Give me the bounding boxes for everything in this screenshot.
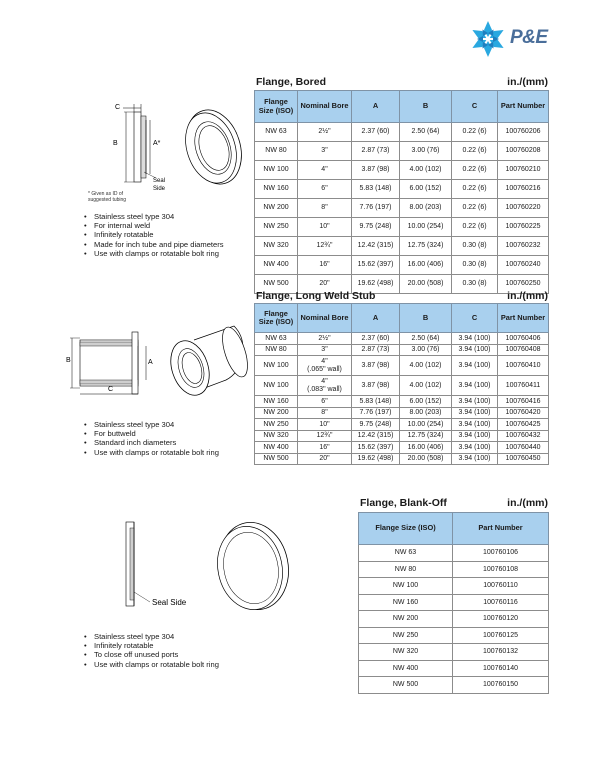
table-cell: NW 100	[255, 161, 298, 180]
table-cell: 16"	[298, 442, 352, 454]
table-cell: 8"	[298, 199, 352, 218]
table-cell: 4" (.083" wall)	[298, 376, 352, 396]
blank-section-drawing	[110, 518, 220, 612]
table-cell: 6.00 (152)	[400, 180, 452, 199]
table-row	[359, 677, 549, 694]
table-row	[359, 660, 549, 677]
table-cell: 100760125	[453, 627, 549, 644]
table-cell: NW 160	[255, 180, 298, 199]
table-cell: 100760432	[498, 430, 549, 442]
table-cell: NW 160	[255, 396, 298, 408]
table-cell: 3.94 (100)	[452, 453, 498, 465]
table-cell: NW 100	[255, 356, 298, 376]
table-cell: NW 250	[255, 419, 298, 431]
table-cell: 100760120	[453, 611, 549, 628]
table-cell: 20"	[298, 453, 352, 465]
table-cell: 100760450	[498, 453, 549, 465]
bored-footnote: * Given as ID of suggested tubing	[88, 191, 127, 203]
table-row	[255, 419, 549, 431]
column-header: Flange Size (ISO)	[359, 513, 453, 545]
table-cell: 2.87 (73)	[352, 142, 400, 161]
table-cell: NW 160	[359, 594, 453, 611]
table-cell: 100760216	[498, 180, 549, 199]
blank-header	[360, 497, 548, 509]
bored-title: Flange, Bored	[256, 76, 327, 88]
table-cell: 0.22 (6)	[452, 180, 498, 199]
blank-flange-illustration	[208, 516, 298, 616]
table-cell: 100760116	[453, 594, 549, 611]
stub-spec-table	[254, 303, 549, 465]
stub-title: Flange, Long Weld Stub	[256, 290, 376, 302]
column-header: Flange Size (ISO)	[255, 304, 298, 333]
table-cell: NW 200	[359, 611, 453, 628]
table-cell: 3.00 (76)	[400, 142, 452, 161]
stub-feature-list	[84, 420, 219, 457]
table-cell: 3"	[298, 142, 352, 161]
table-cell: 100760206	[498, 123, 549, 142]
stub-unit: in./(mm)	[507, 290, 548, 302]
table-row	[255, 218, 549, 237]
list-item: • Infinitely rotatable	[84, 641, 219, 650]
table-cell: 2.87 (73)	[352, 344, 400, 356]
table-cell: 0.30 (8)	[452, 275, 498, 294]
table-header-row	[359, 513, 549, 545]
table-cell: 0.22 (6)	[452, 218, 498, 237]
table-cell: 12¾"	[298, 430, 352, 442]
table-cell: 100760406	[498, 333, 549, 345]
table-cell: NW 320	[255, 430, 298, 442]
table-cell: 3.94 (100)	[452, 344, 498, 356]
blank-title: Flange, Blank-Off	[360, 497, 447, 509]
column-header: A	[352, 304, 400, 333]
table-cell: 0.22 (6)	[452, 199, 498, 218]
table-row	[255, 123, 549, 142]
table-cell: NW 200	[255, 407, 298, 419]
stub-dim-a-label: A	[148, 359, 153, 366]
table-cell: 2.37 (60)	[352, 333, 400, 345]
table-header-row	[255, 91, 549, 123]
table-row	[359, 545, 549, 562]
table-cell: 3.00 (76)	[400, 344, 452, 356]
table-cell: NW 80	[255, 344, 298, 356]
table-cell: NW 63	[255, 123, 298, 142]
blank-spec-table	[358, 512, 549, 694]
table-cell: 0.22 (6)	[452, 161, 498, 180]
table-cell: 12.75 (324)	[400, 430, 452, 442]
table-cell: 7.76 (197)	[352, 199, 400, 218]
stub-header	[256, 290, 548, 302]
bored-flange-illustration	[176, 102, 248, 194]
column-header: Nominal Bore	[298, 91, 352, 123]
table-cell: 3.94 (100)	[452, 407, 498, 419]
list-item: • Use with clamps or rotatable bolt ring	[84, 249, 224, 258]
table-cell: 0.22 (6)	[452, 142, 498, 161]
blank-feature-list	[84, 632, 219, 669]
table-cell: 2.37 (60)	[352, 123, 400, 142]
bored-section-drawing	[110, 98, 182, 198]
stub-flange-illustration	[160, 318, 250, 404]
list-item: • For buttweld	[84, 429, 219, 438]
table-cell: NW 250	[359, 627, 453, 644]
table-cell: 2½"	[298, 123, 352, 142]
blank-seal-label: Seal Side	[152, 598, 187, 607]
table-cell: 100760440	[498, 442, 549, 454]
table-row	[255, 442, 549, 454]
table-cell: 5.83 (148)	[352, 180, 400, 199]
table-row	[255, 180, 549, 199]
table-row	[255, 333, 549, 345]
table-row	[255, 396, 549, 408]
column-header: C	[452, 304, 498, 333]
table-cell: 0.30 (8)	[452, 256, 498, 275]
table-cell: 16.00 (406)	[400, 442, 452, 454]
table-cell: 20.00 (508)	[400, 275, 452, 294]
table-cell: 0.30 (8)	[452, 237, 498, 256]
table-cell: NW 400	[359, 660, 453, 677]
table-cell: 100760408	[498, 344, 549, 356]
bored-dim-a-label: A*	[153, 140, 161, 147]
table-cell: NW 100	[359, 578, 453, 595]
table-cell: 3.94 (100)	[452, 442, 498, 454]
table-cell: NW 80	[359, 561, 453, 578]
table-cell: 6.00 (152)	[400, 396, 452, 408]
table-cell: 6"	[298, 180, 352, 199]
table-cell: 2½"	[298, 333, 352, 345]
table-cell: 12.75 (324)	[400, 237, 452, 256]
table-cell: 12¾"	[298, 237, 352, 256]
table-cell: NW 320	[359, 644, 453, 661]
table-cell: 100760411	[498, 376, 549, 396]
bored-feature-list	[84, 212, 224, 258]
column-header: B	[400, 91, 452, 123]
column-header: Flange Size (ISO)	[255, 91, 298, 123]
table-cell: NW 320	[255, 237, 298, 256]
list-item: • Stainless steel type 304	[84, 632, 219, 641]
table-row	[255, 430, 549, 442]
table-cell: 9.75 (248)	[352, 419, 400, 431]
column-header: B	[400, 304, 452, 333]
table-cell: 100760106	[453, 545, 549, 562]
table-row	[359, 644, 549, 661]
bored-dim-c-label: C	[115, 104, 121, 111]
table-cell: 9.75 (248)	[352, 218, 400, 237]
list-item: • To close off unused ports	[84, 650, 219, 659]
list-item: • Stainless steel type 304	[84, 212, 224, 221]
table-cell: NW 63	[359, 545, 453, 562]
table-cell: 19.62 (498)	[352, 275, 400, 294]
table-cell: 3.94 (100)	[452, 333, 498, 345]
table-cell: 3.94 (100)	[452, 356, 498, 376]
table-cell: 100760420	[498, 407, 549, 419]
table-cell: 100760110	[453, 578, 549, 595]
table-cell: 100760132	[453, 644, 549, 661]
table-cell: 4.00 (102)	[400, 161, 452, 180]
table-cell: 4" (.065" wall)	[298, 356, 352, 376]
table-cell: 19.62 (498)	[352, 453, 400, 465]
table-cell: NW 500	[359, 677, 453, 694]
table-cell: 100760150	[453, 677, 549, 694]
table-cell: 100760140	[453, 660, 549, 677]
list-item: • Use with clamps or rotatable bolt ring	[84, 448, 219, 457]
table-cell: 100760240	[498, 256, 549, 275]
table-cell: NW 200	[255, 199, 298, 218]
table-cell: 10.00 (254)	[400, 218, 452, 237]
table-row	[255, 256, 549, 275]
table-cell: 15.62 (397)	[352, 256, 400, 275]
table-cell: 3"	[298, 344, 352, 356]
bored-unit: in./(mm)	[507, 76, 548, 88]
table-row	[255, 237, 549, 256]
table-cell: 2.50 (64)	[400, 123, 452, 142]
table-cell: 100760416	[498, 396, 549, 408]
table-cell: 7.76 (197)	[352, 407, 400, 419]
table-cell: 4"	[298, 161, 352, 180]
column-header: Nominal Bore	[298, 304, 352, 333]
table-cell: 10.00 (254)	[400, 419, 452, 431]
table-cell: NW 80	[255, 142, 298, 161]
column-header: C	[452, 91, 498, 123]
table-cell: 5.83 (148)	[352, 396, 400, 408]
bored-spec-table	[254, 90, 549, 294]
table-cell: 3.87 (98)	[352, 356, 400, 376]
table-row	[359, 561, 549, 578]
table-row	[255, 344, 549, 356]
table-row	[255, 199, 549, 218]
table-cell: 6"	[298, 396, 352, 408]
table-row	[255, 407, 549, 419]
table-cell: 3.87 (98)	[352, 376, 400, 396]
column-header: Part Number	[453, 513, 549, 545]
table-cell: 16"	[298, 256, 352, 275]
table-cell: 3.94 (100)	[452, 396, 498, 408]
list-item: • Standard inch diameters	[84, 438, 219, 447]
table-cell: 100760425	[498, 419, 549, 431]
table-cell: 10"	[298, 419, 352, 431]
table-cell: NW 400	[255, 256, 298, 275]
table-row	[255, 453, 549, 465]
bored-seal-label: Seal	[153, 178, 166, 184]
table-row	[255, 376, 549, 396]
table-cell: 3.87 (98)	[352, 161, 400, 180]
table-cell: 12.42 (315)	[352, 430, 400, 442]
table-cell: 12.42 (315)	[352, 237, 400, 256]
table-cell: NW 63	[255, 333, 298, 345]
table-cell: 3.94 (100)	[452, 419, 498, 431]
table-cell: 10"	[298, 218, 352, 237]
table-cell: 2.50 (64)	[400, 333, 452, 345]
table-cell: 100760220	[498, 199, 549, 218]
table-row	[255, 356, 549, 376]
bored-side-label: Side	[153, 186, 166, 192]
table-cell: 100760208	[498, 142, 549, 161]
column-header: Part Number	[498, 91, 549, 123]
stub-dim-b-label: B	[66, 357, 71, 364]
table-cell: NW 100	[255, 376, 298, 396]
table-row	[359, 611, 549, 628]
list-item: • Made for inch tube and pipe diameters	[84, 240, 224, 249]
list-item: • Use with clamps or rotatable bolt ring	[84, 660, 219, 669]
table-cell: NW 500	[255, 453, 298, 465]
table-cell: NW 400	[255, 442, 298, 454]
table-row	[359, 578, 549, 595]
brand-name: P&E	[510, 27, 548, 48]
table-cell: 15.62 (397)	[352, 442, 400, 454]
table-cell: 8.00 (203)	[400, 407, 452, 419]
table-row	[359, 627, 549, 644]
table-cell: 100760250	[498, 275, 549, 294]
column-header: Part Number	[498, 304, 549, 333]
table-cell: 0.22 (6)	[452, 123, 498, 142]
list-item: • For internal weld	[84, 221, 224, 230]
blank-unit: in./(mm)	[507, 497, 548, 509]
table-cell: NW 250	[255, 218, 298, 237]
table-cell: 16.00 (406)	[400, 256, 452, 275]
table-cell: 100760225	[498, 218, 549, 237]
table-cell: NW 500	[255, 275, 298, 294]
stub-section-drawing	[64, 328, 160, 400]
table-row	[359, 594, 549, 611]
list-item: • Stainless steel type 304	[84, 420, 219, 429]
list-item: • Infinitely rotatable	[84, 230, 224, 239]
table-cell: 3.94 (100)	[452, 430, 498, 442]
table-header-row	[255, 304, 549, 333]
stub-dim-c-label: C	[108, 386, 114, 393]
table-row	[255, 161, 549, 180]
table-cell: 100760410	[498, 356, 549, 376]
table-cell: 100760108	[453, 561, 549, 578]
table-cell: 4.00 (102)	[400, 376, 452, 396]
table-cell: 8.00 (203)	[400, 199, 452, 218]
table-cell: 4.00 (102)	[400, 356, 452, 376]
bored-dim-b-label: B	[113, 140, 118, 147]
table-row	[255, 142, 549, 161]
table-cell: 100760232	[498, 237, 549, 256]
table-cell: 100760210	[498, 161, 549, 180]
table-cell: 20.00 (508)	[400, 453, 452, 465]
table-cell: 3.94 (100)	[452, 376, 498, 396]
table-cell: 20"	[298, 275, 352, 294]
column-header: A	[352, 91, 400, 123]
table-cell: 8"	[298, 407, 352, 419]
bored-header	[256, 76, 548, 88]
